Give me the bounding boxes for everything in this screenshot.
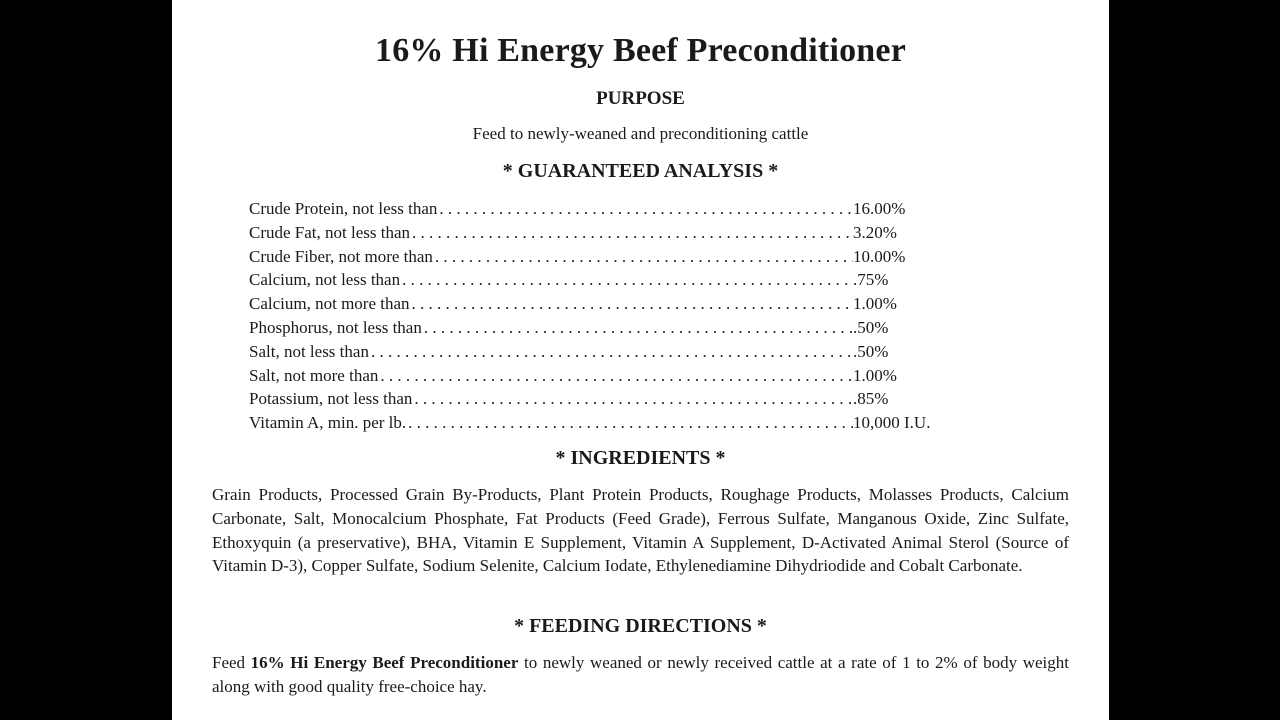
analysis-row <box>249 340 941 364</box>
analysis-row <box>249 364 941 388</box>
leader-dots <box>400 268 853 292</box>
guaranteed-analysis-heading: * GUARANTEED ANALYSIS * <box>502 160 779 182</box>
analysis-value: .75% <box>853 270 889 290</box>
analysis-value: 1.00% <box>853 294 897 314</box>
analysis-value: 10.00% <box>853 246 906 266</box>
feeding-directions-text <box>212 651 1069 699</box>
analysis-value: 16.00% <box>853 199 906 218</box>
feeding-prefix: Feed <box>212 653 251 672</box>
analysis-row <box>249 245 941 269</box>
analysis-label: Crude Fat, not less than <box>249 222 411 242</box>
analysis-label: Calcium, not more than <box>249 294 410 314</box>
leader-dots <box>410 221 853 245</box>
leader-dots <box>433 245 853 269</box>
analysis-row <box>249 221 941 245</box>
page-title: 16% Hi Energy Beef Preconditioner <box>375 32 906 69</box>
analysis-label: Salt, not less than <box>249 341 369 361</box>
leader-dots <box>369 340 853 364</box>
analysis-label: Vitamin A, min. per lb. <box>249 413 407 433</box>
purpose-heading: PURPOSE <box>596 88 685 109</box>
feeding-suffix: to newly weaned or newly received cattle at a rate of 1 to 2% of body weight along with good quality free-choice hay. <box>212 653 1069 696</box>
analysis-row <box>249 316 941 340</box>
analysis-value: .85% <box>853 389 889 409</box>
analysis-value: 1.00% <box>853 365 897 385</box>
analysis-value: 10,000 I.U. <box>853 413 931 433</box>
leader-dots <box>422 316 853 340</box>
leader-dots <box>406 411 853 435</box>
leader-dots <box>437 197 853 221</box>
leader-dots <box>378 364 853 388</box>
analysis-row <box>249 387 941 411</box>
analysis-row <box>249 197 941 221</box>
analysis-row <box>249 268 941 292</box>
purpose-text: Feed to newly-weaned and preconditioning cattle <box>472 124 809 143</box>
ingredients-heading: * INGREDIENTS * <box>555 447 726 469</box>
analysis-label: Phosphorus, not less than <box>249 317 422 337</box>
analysis-label: Potassium, not less than <box>249 389 413 409</box>
analysis-label: Salt, not more than <box>249 365 379 385</box>
analysis-label: Crude Fiber, not more than <box>249 246 433 266</box>
leader-dots <box>412 387 853 411</box>
analysis-row <box>249 411 941 435</box>
leader-dots <box>410 292 853 316</box>
analysis-value: .50% <box>853 341 889 361</box>
analysis-label: Crude Protein, not less than <box>249 199 438 218</box>
feeding-product-name: 16% Hi Energy Beef Preconditioner <box>250 653 519 672</box>
analysis-value: 3.20% <box>853 222 897 242</box>
analysis-row <box>249 292 941 316</box>
feeding-directions-heading: * FEEDING DIRECTIONS * <box>514 615 767 637</box>
analysis-label: Calcium, not less than <box>249 270 401 290</box>
ingredients-text: Grain Products, Processed Grain By-Products, Plant Protein Products, Roughage Products, Molasses Products, Calcium Carbonate, Salt, Monocalcium Phosphate, Fat Products (Feed Grade), Ferrous Sulfate, Manganous Oxide, Zinc Sulfate, Ethoxyquin (a preservative), BHA, Vitamin E Supplement, Vitamin A Supplement, D-Activated Animal Sterol (Source of Vitamin D-3), Copper Sulfate, Sodium Selenite, Calcium Iodate, Ethylenediamine Dihydriodide and Cobalt Carbonate. <box>212 485 1069 576</box>
document-page <box>172 0 1109 720</box>
analysis-value: .50% <box>853 317 889 337</box>
guaranteed-analysis-list <box>249 197 941 435</box>
